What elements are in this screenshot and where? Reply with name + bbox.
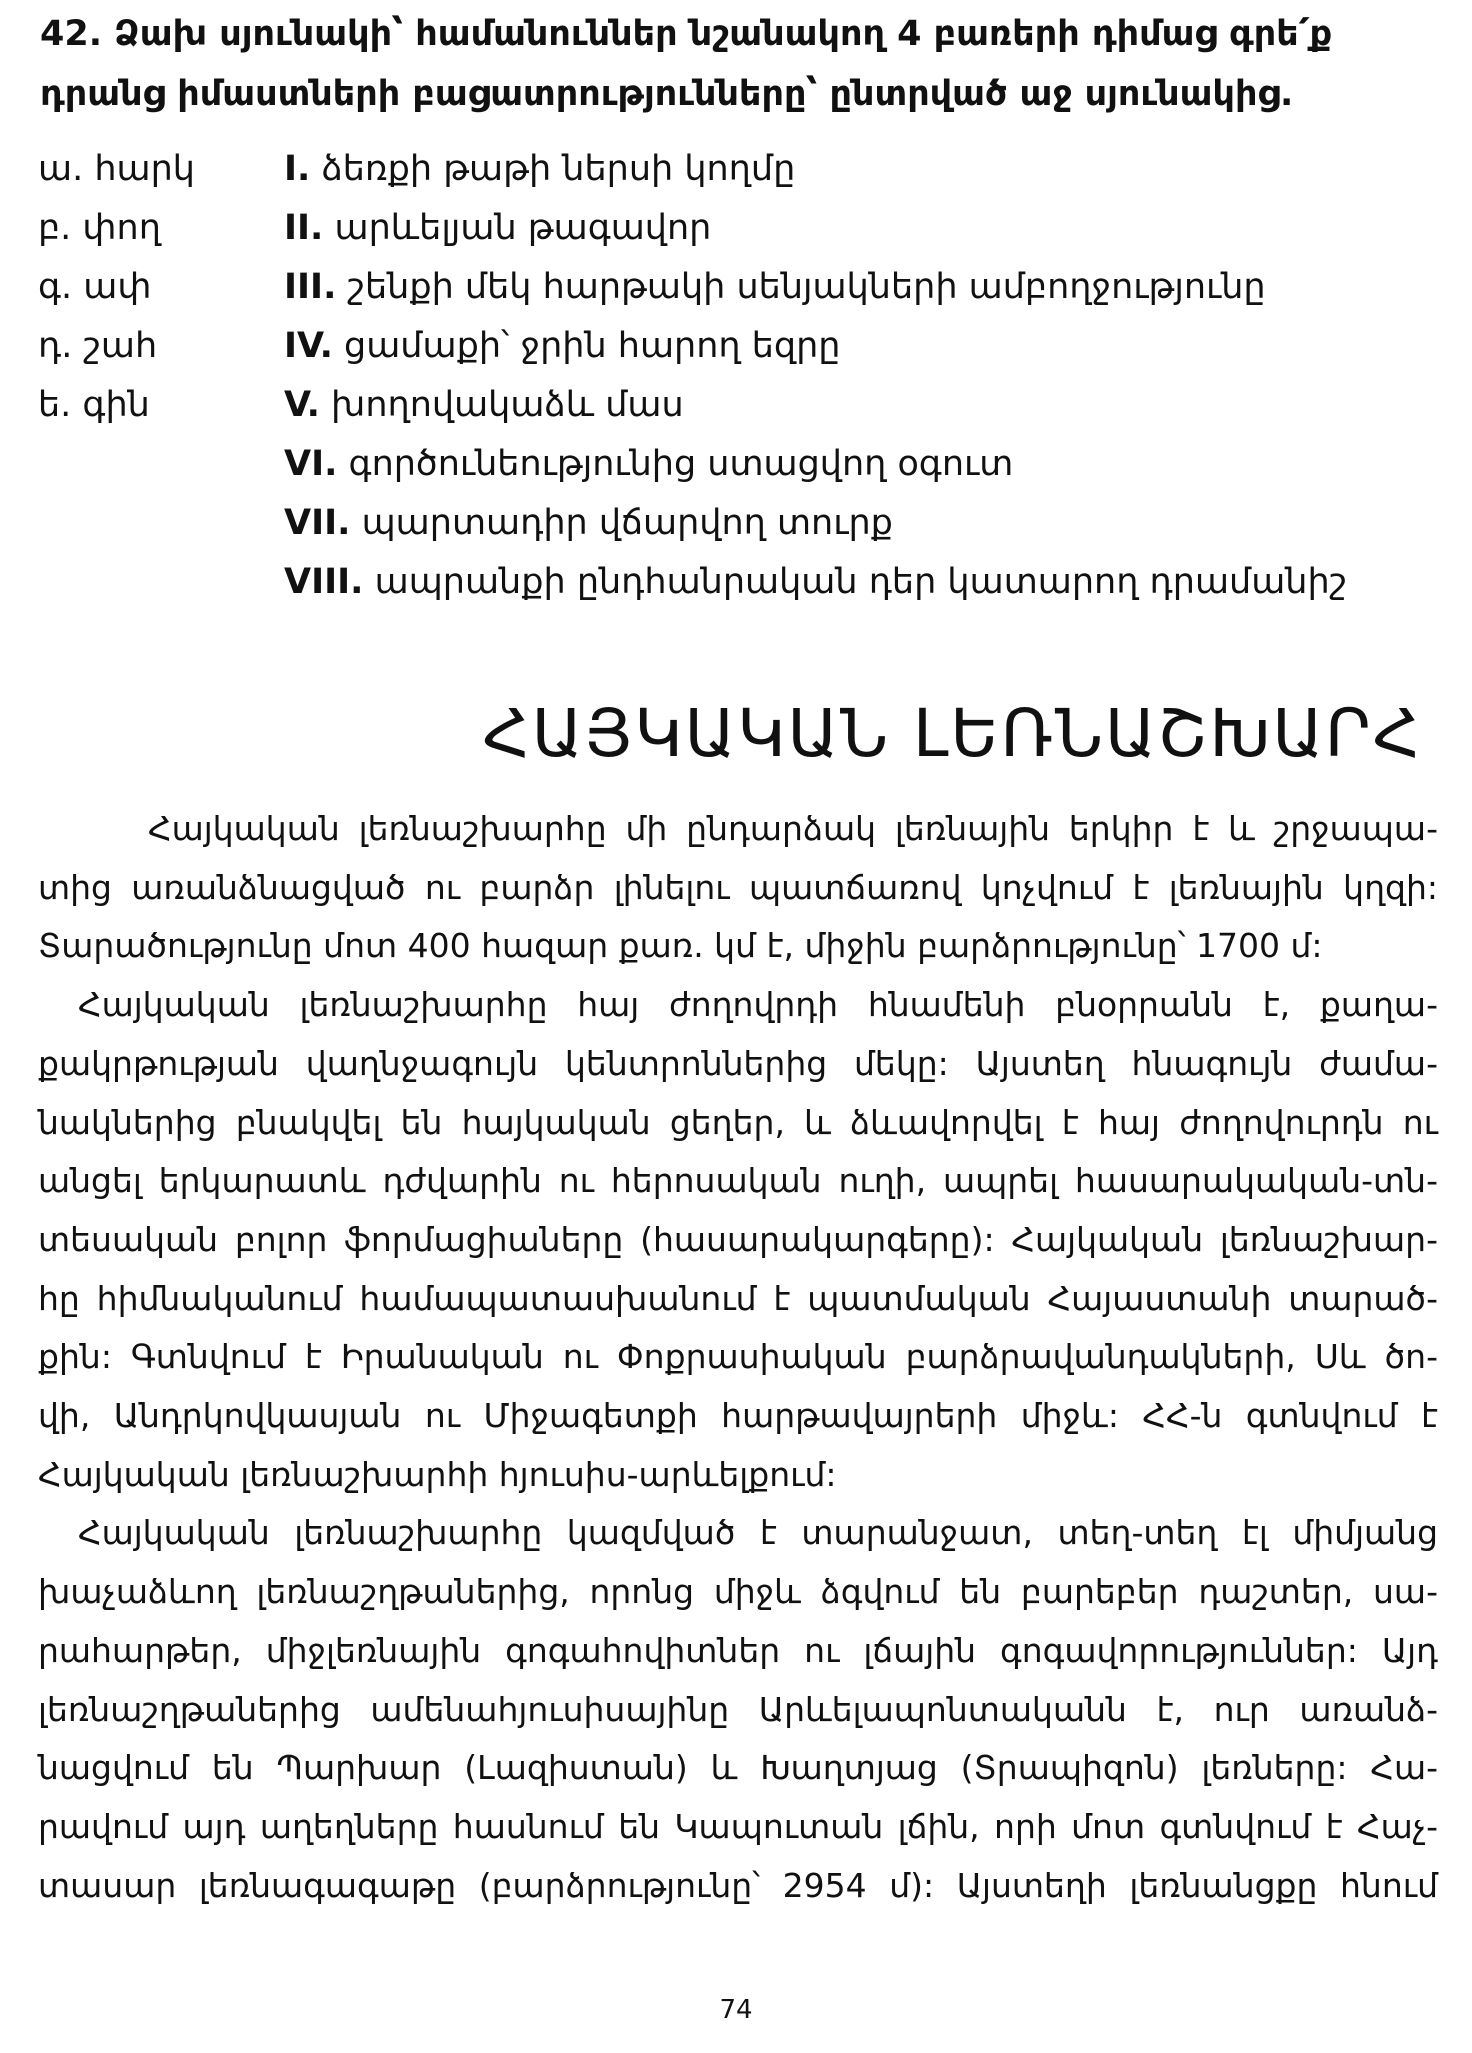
- roman-numeral: VII.: [284, 503, 351, 543]
- left-column-word: դ. շահ: [38, 326, 158, 366]
- section-title: ՀԱՅԿԱԿԱՆ ԼԵՌՆԱՇԽԱՐՀ: [482, 695, 1422, 772]
- left-column-word: գ. ափ: [38, 267, 152, 307]
- matching-row: [38, 494, 1458, 553]
- roman-numeral: IV.: [284, 326, 333, 366]
- matching-row: [38, 258, 1458, 317]
- paragraph-line: տասար լեռնագագաթը (բարձրությունը՝ 2954 մ): Այստեղի լեռնանցքը հնում: [38, 1865, 1438, 1905]
- paragraph-line: Հայկական լեռնաշխարհը կազմված է տարանջատ, տեղ-տեղ էլ միմյանց: [78, 1513, 1438, 1553]
- right-column-definition: [284, 435, 1013, 494]
- right-column-definition: [284, 140, 795, 199]
- exercise-42: [40, 4, 1440, 124]
- left-column-word: ե. գին: [38, 385, 150, 425]
- definition-text: պարտադիր վճարվող տուրք: [361, 503, 893, 543]
- roman-numeral: VIII.: [284, 562, 364, 602]
- paragraph-line: քին: Գտնվում է Իրանական ու Փոքրասիական բարձրավանդակների, Սև ծո-: [38, 1337, 1438, 1377]
- exercise-line: 42. Ձախ սյունակի՝ համանուններ նշանակող 4 բառերի դիմաց գրե՛ք: [40, 14, 1333, 54]
- paragraph-line: նակներից բնակվել են հայկական ցեղեր, և ձևավորվել է հայ ժողովուրդն ու: [38, 1102, 1438, 1142]
- left-column-word: ա. հարկ: [38, 149, 195, 189]
- paragraph-line: անցել երկարատև դժվարին ու հերոսական ուղի, ապրել հասարակական-տն-: [38, 1161, 1438, 1201]
- roman-numeral: VI.: [284, 444, 338, 484]
- matching-row: [38, 317, 1458, 376]
- paragraph-line: քակրթության վաղնջագույն կենտրոններից մեկը: Այստեղ հնագույն ժամա-: [38, 1043, 1438, 1083]
- left-column-word: բ. փող: [38, 208, 161, 248]
- paragraph-line: տից առանձնացված ու բարձր լինելու պատճառով կոչվում է լեռնային կղզի:: [38, 867, 1438, 907]
- paragraph-line: րավում այդ աղեղները հասնում են Կապուտան լճին, որի մոտ գտնվում է Հաչ-: [38, 1806, 1438, 1846]
- right-column-definition: [284, 376, 684, 435]
- exercise-line: դրանց իմաստների բացատրությունները՝ ընտրված աջ սյունակից.: [40, 74, 1294, 114]
- roman-numeral: II.: [284, 208, 324, 248]
- roman-numeral: V.: [284, 385, 320, 425]
- right-column-definition: [284, 258, 1266, 317]
- roman-numeral: I.: [284, 149, 311, 189]
- definition-text: ապրանքի ընդհանրական դեր կատարող դրամանիշ: [374, 562, 1348, 602]
- page-number: 74: [719, 1995, 753, 2025]
- matching-row: [38, 140, 1458, 199]
- paragraph-line: հը հիմնականում համապատասխանում է պատմական Հայաստանի տարած-: [38, 1278, 1438, 1318]
- right-column-definition: [284, 199, 711, 258]
- paragraph-line: րահարթեր, միջլեռնային գոգահովիտներ ու լճային գոգավորություններ: Այդ: [38, 1630, 1438, 1670]
- paragraph-line: տեսական բոլոր ֆորմացիաները (հասարակարգերը): Հայկական լեռնաշխար-: [38, 1219, 1438, 1259]
- paragraph-line: նացվում են Պարխար (Լազիստան) և Խաղտյաց (Տրապիզոն) լեռները: Հա-: [38, 1748, 1438, 1788]
- paragraph-line: Տարածությունը մոտ 400 հազար քառ. կմ է, միջին բարձրությունը՝ 1700 մ:: [38, 926, 1323, 966]
- paragraph-line: Հայկական լեռնաշխարհը մի ընդարձակ լեռնային երկիր է և շրջապա-: [148, 809, 1438, 848]
- matching-row: [38, 376, 1458, 435]
- definition-text: գործունեությունից ստացվող օգուտ: [348, 444, 1014, 484]
- paragraph-line: Հայկական լեռնաշխարհի հյուսիս-արևելքում:: [38, 1454, 837, 1494]
- definition-text: խողովակաձև մաս: [331, 385, 684, 425]
- right-column-definition: [284, 494, 893, 553]
- definition-text: ձեռքի թաթի ներսի կողմը: [321, 149, 796, 189]
- right-column-definition: [284, 317, 841, 376]
- definition-text: ցամաքի՝ ջրին հարող եզրը: [344, 326, 841, 366]
- body-text: [38, 800, 1438, 1915]
- paragraph-line: վի, Անդրկովկասյան ու Միջագետքի հարթավայրերի միջև: ՀՀ-ն գտնվում է: [38, 1396, 1438, 1436]
- definition-text: արևելյան թագավոր: [334, 208, 712, 248]
- right-column-definition: [284, 553, 1347, 612]
- matching-row: [38, 199, 1458, 258]
- definition-text: շենքի մեկ հարթակի սենյակների ամբողջությունը: [347, 267, 1266, 307]
- paragraph-line: խաչաձևող լեռնաշղթաներից, որոնց միջև ձգվում են բարեբեր դաշտեր, սա-: [38, 1572, 1438, 1612]
- matching-columns: [38, 140, 1458, 612]
- paragraph-line: Հայկական լեռնաշխարհը հայ ժողովրդի հնամենի բնօրրանն է, քաղա-: [78, 985, 1438, 1025]
- matching-row: [38, 553, 1458, 612]
- roman-numeral: III.: [284, 267, 337, 307]
- paragraph-line: լեռնաշղթաներից ամենահյուսիսայինը Արևելապոնտականն է, ուր առանձ-: [38, 1689, 1438, 1729]
- matching-row: [38, 435, 1458, 494]
- exercise-instructions: [40, 4, 1440, 124]
